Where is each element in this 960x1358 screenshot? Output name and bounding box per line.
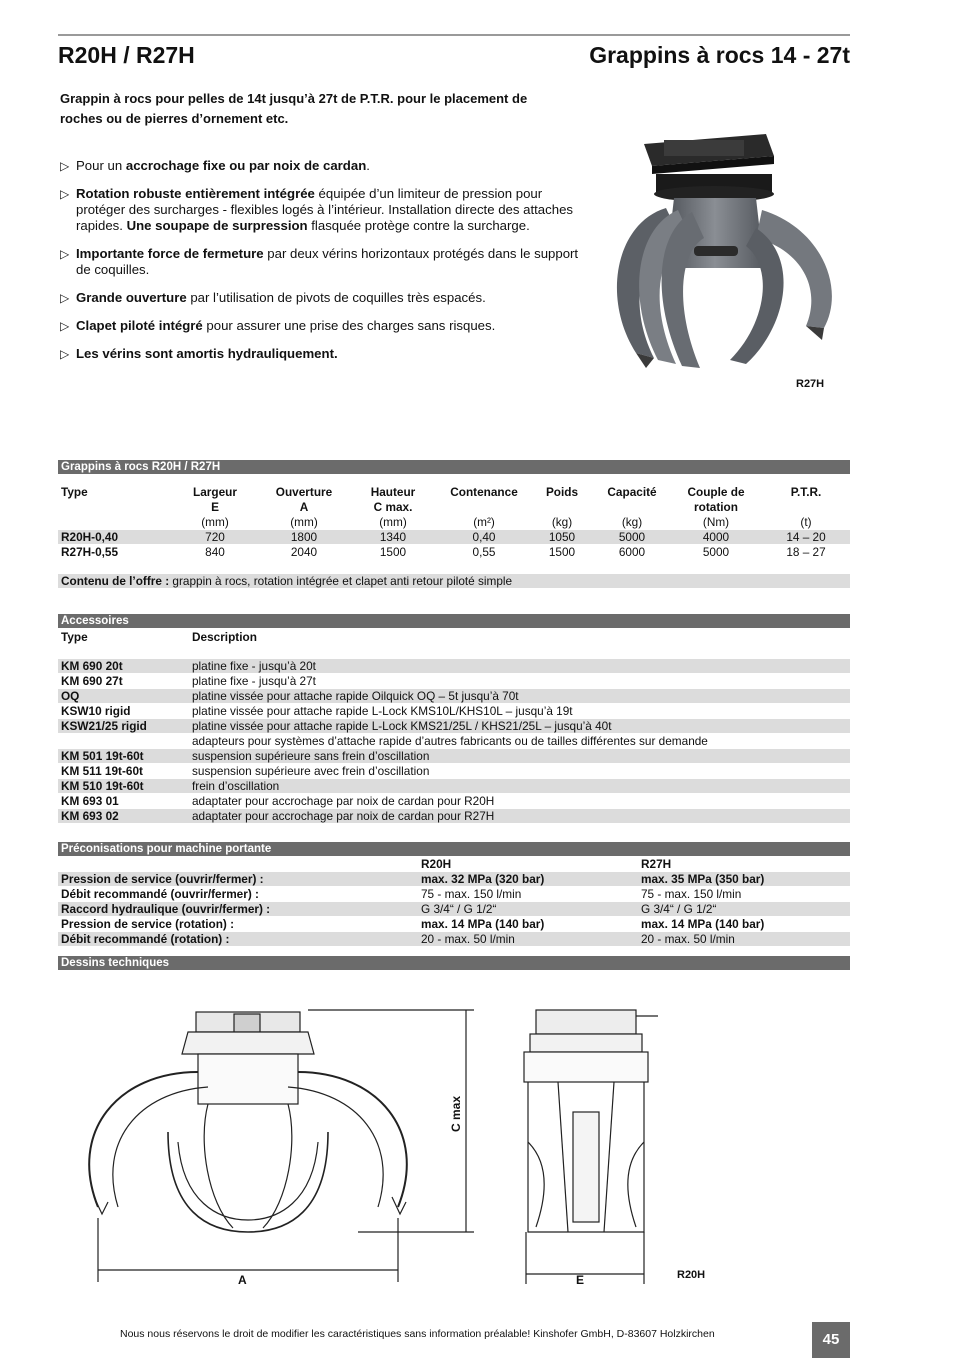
specs-cell: 14 – 20 (786, 530, 826, 544)
specs-unit: (mm) (201, 515, 229, 529)
machine-col-r20h: R20H (421, 857, 452, 871)
offer-label: Contenu de l’offre : (61, 574, 170, 588)
feature-item (60, 290, 580, 306)
technical-drawing (58, 992, 850, 1292)
accessory-desc: platine vissée pour attache rapide L-Lock KMS10L/KHS10L – jusqu’à 19t (192, 704, 573, 718)
triangle-bullet-icon: ▷ (60, 187, 70, 201)
triangle-bullet-icon: ▷ (60, 159, 70, 173)
machine-label: Raccord hydraulique (ouvrir/fermer) : (61, 902, 271, 916)
dim-c-label: C max (449, 1095, 463, 1132)
accessory-type: KSW10 rigid (61, 704, 131, 718)
accessories-col-desc: Description (192, 630, 257, 644)
specs-header-sub: E (211, 500, 219, 514)
specs-cell: 6000 (618, 545, 646, 559)
front-view (89, 1010, 474, 1282)
offer-text: grappin à rocs, rotation intégrée et clapet anti retour piloté simple (169, 574, 513, 588)
intro-text: Grappin à rocs pour pelles de 14t jusqu’à 27t de P.T.R. pour le placement de roches ou de pierres d’ornement etc. (60, 91, 528, 126)
specs-unit: (m²) (473, 515, 495, 529)
triangle-bullet-icon: ▷ (60, 319, 70, 333)
accessory-desc: suspension supérieure sans frein d’oscillation (192, 749, 430, 763)
triangle-bullet-icon: ▷ (60, 291, 70, 305)
machine-label: Pression de service (ouvrir/fermer) : (61, 872, 264, 886)
triangle-bullet-icon: ▷ (60, 347, 70, 361)
accessory-type: KM 690 20t (61, 659, 123, 673)
feature-text: pour assurer une prise des charges sans risques. (202, 318, 496, 333)
accessory-desc: platine fixe - jusqu’à 20t (192, 659, 316, 673)
accessory-desc: adaptater pour accrochage par noix de cardan pour R27H (192, 809, 495, 823)
accessory-desc: platine fixe - jusqu’à 27t (192, 674, 316, 688)
side-view (524, 1010, 658, 1284)
accessory-desc: adapteurs pour systèmes d’attache rapide d’autres fabricants ou de tailles différentes sur demande (192, 734, 708, 748)
dim-e-label: E (576, 1273, 585, 1287)
specs-cell: 0,40 (472, 530, 496, 544)
feature-text: Les vérins sont amortis hydrauliquement. (76, 346, 338, 361)
specs-header: Couple de (687, 485, 745, 499)
specs-header-sub: C max. (373, 500, 413, 514)
specs-cell: 4000 (702, 530, 730, 544)
machine-value-r27h: 75 - max. 150 l/min (641, 887, 742, 901)
feature-text: Importante force de fermeture (76, 246, 264, 261)
row-shade (58, 659, 850, 673)
specs-cell: 720 (205, 530, 225, 544)
specs-cell: 840 (205, 545, 225, 559)
feature-item (60, 158, 580, 174)
machine-value-r27h: max. 14 MPa (140 bar) (641, 917, 765, 931)
accessory-desc: platine vissée pour attache rapide L-Lock KMS21/25L / KHS21/25L – jusqu’à 40t (192, 719, 612, 733)
specs-header: Poids (545, 485, 579, 499)
machine-value-r20h: 75 - max. 150 l/min (421, 887, 522, 901)
specs-unit: (Nm) (702, 515, 730, 529)
feature-text: Clapet piloté intégré (76, 318, 203, 333)
accessories-col-type: Type (61, 630, 88, 644)
accessory-type: KM 510 19t-60t (61, 779, 144, 793)
photo-caption: R27H (796, 378, 825, 390)
feature-text: flasquée protège contre la surcharge. (307, 218, 530, 233)
specs-header: P.T.R. (790, 485, 822, 499)
specs-cell: 1050 (548, 530, 576, 544)
feature-text: par deux vérins horizontaux protégés dans le support de coquilles. (76, 246, 579, 277)
triangle-bullet-icon: ▷ (60, 247, 70, 261)
specs-header: Hauteur (370, 485, 416, 499)
accessory-desc: frein d’oscillation (192, 779, 280, 793)
specs-header: Capacité (607, 485, 657, 499)
feature-item (60, 246, 580, 278)
accessory-type: OQ (61, 689, 80, 703)
specs-cell: 1800 (290, 530, 318, 544)
specs-unit: (mm) (379, 515, 407, 529)
specs-cell: 18 – 27 (786, 545, 826, 559)
specs-header: Type (61, 485, 88, 499)
specs-unit: (kg) (621, 515, 643, 529)
accessory-desc: platine vissée pour attache rapide Oilquick OQ – 5t jusqu’à 70t (192, 689, 519, 703)
specs-unit: (mm) (290, 515, 318, 529)
specs-cell: 1500 (379, 545, 407, 559)
specs-title: Grappins à rocs R20H / R27H (58, 460, 850, 474)
accessories-title: Accessoires (58, 614, 850, 628)
specs-cell: 5000 (702, 545, 730, 559)
specs-cell: 5000 (618, 530, 646, 544)
specs-header: Ouverture (275, 485, 333, 499)
machine-value-r27h: max. 35 MPa (350 bar) (641, 872, 765, 886)
machine-value-r20h: max. 14 MPa (140 bar) (421, 917, 545, 931)
specs-header-sub: rotation (694, 500, 738, 514)
specs-cell: R20H-0,40 (61, 530, 119, 544)
machine-label: Débit recommandé (ouvrir/fermer) : (61, 887, 259, 901)
specs-header: Largeur (193, 485, 237, 499)
accessory-type: KM 511 19t-60t (61, 764, 143, 778)
machine-title: Préconisations pour machine portante (58, 842, 850, 856)
drawings-title: Dessins techniques (58, 956, 850, 970)
feature-text: Une soupape de surpression (126, 218, 308, 233)
machine-value-r27h: G 3/4“ / G 1/2“ (641, 902, 717, 916)
specs-cell: 0,55 (472, 545, 496, 559)
top-rule (58, 34, 850, 36)
feature-item (60, 186, 580, 234)
feature-list (60, 158, 580, 374)
feature-text: Rotation robuste entièrement intégrée (76, 186, 315, 201)
accessory-type: KSW21/25 rigid (61, 719, 147, 733)
offer-line (61, 574, 512, 589)
machine-col-r27h: R27H (641, 857, 672, 871)
page-number: 45 (812, 1322, 850, 1358)
feature-item (60, 318, 580, 334)
specs-header: Contenance (450, 485, 518, 499)
specs-cell: 1500 (548, 545, 576, 559)
specs-cell: 2040 (290, 545, 318, 559)
accessory-desc: adaptater pour accrochage par noix de cardan pour R20H (192, 794, 495, 808)
grapple-photo (596, 128, 848, 380)
page-title: R20H / R27H (58, 42, 195, 68)
specs-unit: (kg) (551, 515, 573, 529)
machine-value-r20h: max. 32 MPa (320 bar) (421, 872, 545, 886)
specs-cell: 1340 (379, 530, 407, 544)
accessory-type: KM 693 01 (61, 794, 119, 808)
machine-label: Débit recommandé (rotation) : (61, 932, 230, 946)
feature-text: Grande ouverture (76, 290, 187, 305)
machine-value-r27h: 20 - max. 50 l/min (641, 932, 735, 946)
feature-text: Pour un (76, 158, 126, 173)
feature-text: équipée d’un limiteur de pression pour protéger des surcharges - flexibles logés à l’intérieur. Installation directe des attaches rapides. (76, 186, 573, 233)
row-shade (58, 749, 850, 763)
accessory-type: KM 693 02 (61, 809, 119, 823)
drawing-caption: R20H (677, 1269, 706, 1281)
accessory-type: KM 501 19t-60t (61, 749, 144, 763)
feature-text: . (366, 158, 370, 173)
machine-value-r20h: 20 - max. 50 l/min (421, 932, 515, 946)
accessory-type: KM 690 27t (61, 674, 123, 688)
accessory-desc: suspension supérieure avec frein d’oscillation (192, 764, 430, 778)
page-category: Grappins à rocs 14 - 27t (589, 42, 850, 68)
feature-text: accrochage fixe ou par noix de cardan (125, 158, 367, 173)
footer-text: Nous nous réservons le droit de modifier les caractéristiques sans information préalable! Kinshofer GmbH, D-83607 Holzkirchen (120, 1328, 715, 1340)
feature-text: par l’utilisation de pivots de coquilles très espacés. (186, 290, 486, 305)
dim-a-label: A (238, 1273, 247, 1287)
feature-item (60, 346, 580, 362)
specs-unit: (t) (800, 515, 812, 529)
machine-label: Pression de service (rotation) : (61, 917, 235, 931)
specs-cell: R27H-0,55 (61, 545, 119, 559)
row-shade (58, 779, 850, 793)
specs-header-sub: A (299, 500, 309, 514)
machine-value-r20h: G 3/4“ / G 1/2“ (421, 902, 497, 916)
